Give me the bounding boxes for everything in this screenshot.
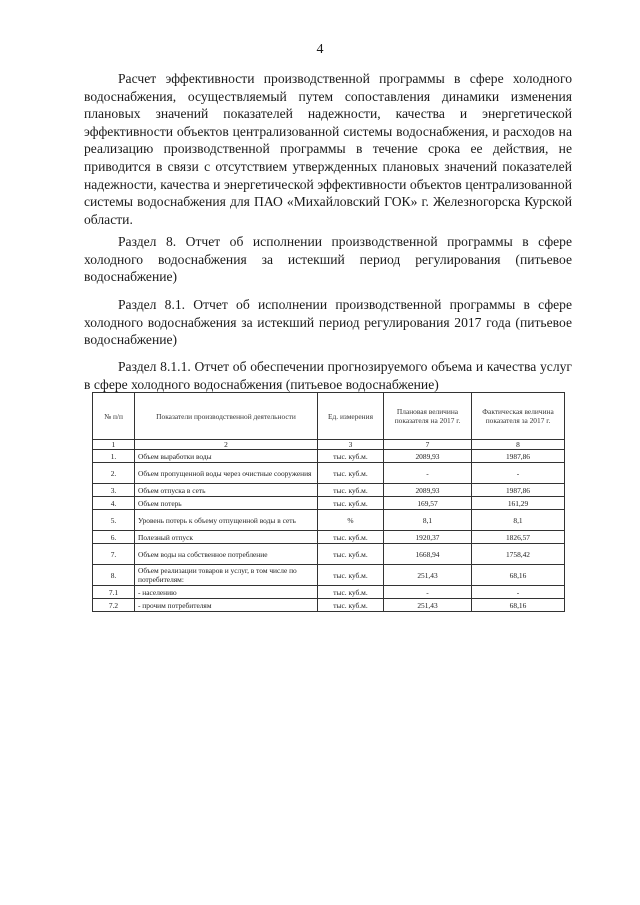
row-plan-value: 1668,94 bbox=[384, 544, 472, 565]
row-plan-value: 169,57 bbox=[384, 497, 472, 510]
table-row bbox=[93, 510, 565, 531]
row-unit: тыс. куб.м. bbox=[318, 450, 384, 463]
row-fact-value: 1758,42 bbox=[472, 544, 565, 565]
row-indicator: Объем воды на собственное потребление bbox=[135, 544, 318, 565]
table-row bbox=[93, 497, 565, 510]
row-number: 7. bbox=[93, 544, 135, 565]
row-plan-value: 251,43 bbox=[384, 599, 472, 612]
header-name: Показатели производственной деятельности bbox=[135, 393, 318, 440]
row-number: 8. bbox=[93, 565, 135, 586]
paragraph-section-8-1-1 bbox=[84, 358, 572, 393]
row-plan-value: 251,43 bbox=[384, 565, 472, 586]
row-plan-value: 2089,93 bbox=[384, 450, 472, 463]
header-unit: Ед. измерения bbox=[318, 393, 384, 440]
row-indicator: Объем отпуска в сеть bbox=[135, 484, 318, 497]
row-unit: тыс. куб.м. bbox=[318, 497, 384, 510]
paragraph-section-8-1-text: Раздел 8.1. Отчет об исполнении производственной программы в сфере холодного водоснабжения за истекший период регулирования 2017 года (питьевое водоснабжение) bbox=[84, 297, 572, 348]
row-unit: тыс. куб.м. bbox=[318, 565, 384, 586]
row-indicator: Полезный отпуск bbox=[135, 531, 318, 544]
row-plan-value: 2089,93 bbox=[384, 484, 472, 497]
table-row bbox=[93, 463, 565, 484]
table-row bbox=[93, 450, 565, 463]
row-number: 3. bbox=[93, 484, 135, 497]
row-indicator: Объем выработки воды bbox=[135, 450, 318, 463]
table-row bbox=[93, 544, 565, 565]
column-number: 1 bbox=[93, 440, 135, 450]
paragraph-section-8-1-1-text: Раздел 8.1.1. Отчет об обеспечении прогнозируемого объема и качества услуг в сфере холодного водоснабжения (питьевое водоснабжение) bbox=[84, 359, 572, 392]
row-unit: тыс. куб.м. bbox=[318, 531, 384, 544]
column-number: 7 bbox=[384, 440, 472, 450]
row-plan-value: - bbox=[384, 586, 472, 599]
row-unit: тыс. куб.м. bbox=[318, 599, 384, 612]
row-indicator: Объем пропущенной воды через очистные сооружения bbox=[135, 463, 318, 484]
table-row bbox=[93, 484, 565, 497]
row-indicator: - прочим потребителям bbox=[135, 599, 318, 612]
paragraph-section-8-text: Раздел 8. Отчет об исполнении производственной программы в сфере холодного водоснабжения за истекший период регулирования (питьевое водоснабжение) bbox=[84, 234, 572, 285]
row-fact-value: - bbox=[472, 586, 565, 599]
row-plan-value: 1920,37 bbox=[384, 531, 472, 544]
column-number: 8 bbox=[472, 440, 565, 450]
report-table-wrap bbox=[92, 392, 564, 612]
table-row bbox=[93, 565, 565, 586]
row-plan-value: - bbox=[384, 463, 472, 484]
table-row bbox=[93, 599, 565, 612]
column-number: 2 bbox=[135, 440, 318, 450]
row-fact-value: 1987,86 bbox=[472, 450, 565, 463]
row-unit: тыс. куб.м. bbox=[318, 463, 384, 484]
row-unit: тыс. куб.м. bbox=[318, 586, 384, 599]
row-fact-value: 1826,57 bbox=[472, 531, 565, 544]
table-row bbox=[93, 531, 565, 544]
row-fact-value: - bbox=[472, 463, 565, 484]
row-indicator: - населению bbox=[135, 586, 318, 599]
row-number: 5. bbox=[93, 510, 135, 531]
row-plan-value: 8,1 bbox=[384, 510, 472, 531]
paragraph-section-8-1 bbox=[84, 296, 572, 349]
column-number-row bbox=[93, 440, 565, 450]
row-indicator: Объем потерь bbox=[135, 497, 318, 510]
row-fact-value: 68,16 bbox=[472, 599, 565, 612]
row-number: 7.2 bbox=[93, 599, 135, 612]
row-unit: % bbox=[318, 510, 384, 531]
header-plan: Плановая величина показателя на 2017 г. bbox=[384, 393, 472, 440]
paragraph-efficiency-text: Расчет эффективности производственной программы в сфере холодного водоснабжения, осуществляемый путем сопоставления динамики изменения плановых значений показателей надежности, качества и энергетической эффективности объектов централизованной системы водоснабжения, и расходов на реализацию производственной программы в течение срока ее действия, не приводится в связи с отсутствием утвержденных плановых значений показателей надежности, качества и энергетической эффективности объектов централизованной системы водоснабжения для ПАО «Михайловский ГОК» г. Железногорска Курской области. bbox=[84, 71, 572, 227]
header-fact: Фактическая величина показателя за 2017 г. bbox=[472, 393, 565, 440]
row-number: 1. bbox=[93, 450, 135, 463]
row-fact-value: 8,1 bbox=[472, 510, 565, 531]
row-fact-value: 161,29 bbox=[472, 497, 565, 510]
row-fact-value: 1987,86 bbox=[472, 484, 565, 497]
header-num: № п/п bbox=[93, 393, 135, 440]
row-indicator: Объем реализации товаров и услуг, в том числе по потребителям: bbox=[135, 565, 318, 586]
row-unit: тыс. куб.м. bbox=[318, 484, 384, 497]
row-number: 7.1 bbox=[93, 586, 135, 599]
table-row bbox=[93, 586, 565, 599]
paragraph-section-8 bbox=[84, 233, 572, 286]
report-table bbox=[92, 392, 565, 612]
page-number: 4 bbox=[316, 42, 324, 57]
row-unit: тыс. куб.м. bbox=[318, 544, 384, 565]
column-number: 3 bbox=[318, 440, 384, 450]
row-number: 6. bbox=[93, 531, 135, 544]
row-number: 4. bbox=[93, 497, 135, 510]
row-indicator: Уровень потерь к объему отпущенной воды в сеть bbox=[135, 510, 318, 531]
row-number: 2. bbox=[93, 463, 135, 484]
row-fact-value: 68,16 bbox=[472, 565, 565, 586]
paragraph-efficiency bbox=[84, 70, 572, 228]
table-header-row bbox=[93, 393, 565, 440]
